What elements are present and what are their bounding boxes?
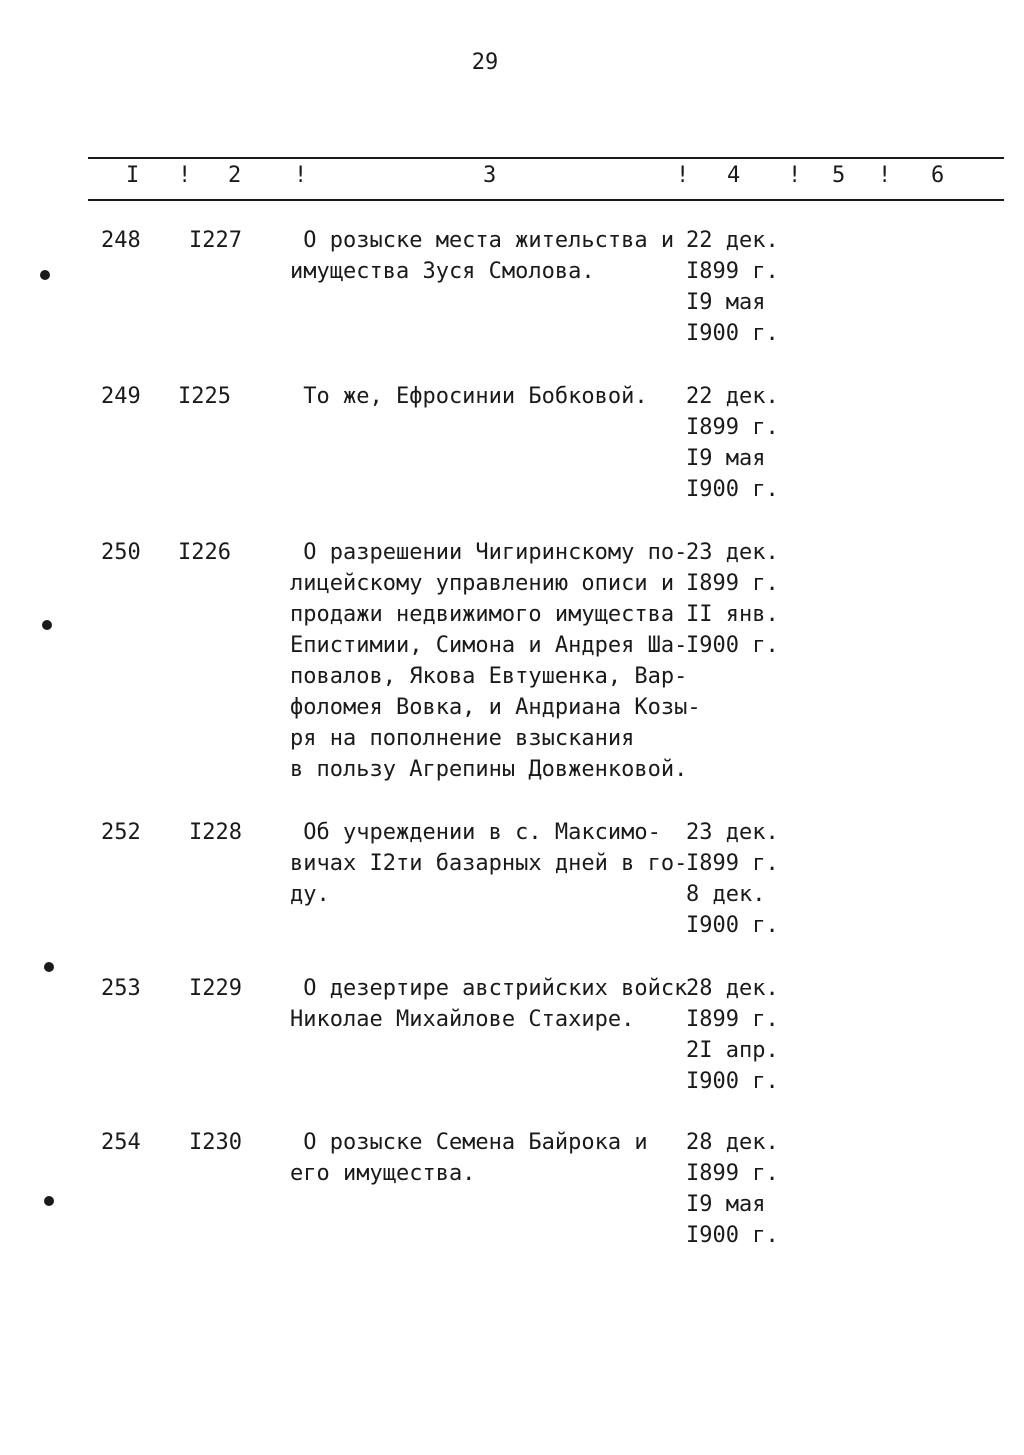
title-line: фоломея Вовка, и Андриана Козы-: [290, 695, 701, 720]
column-separator: !: [294, 163, 308, 188]
date-line: 28 дек.: [686, 1130, 779, 1155]
binding-hole-mark: [44, 962, 54, 972]
entry-title: [290, 381, 690, 412]
date-line: 28 дек.: [686, 976, 779, 1001]
entry-number: 254: [101, 1130, 141, 1155]
title-line: продажи недвижимого имущества: [290, 602, 675, 627]
date-line: I899 г.: [686, 259, 779, 284]
date-line: 8 дек.: [686, 882, 766, 907]
column-separator: !: [788, 163, 802, 188]
column-header-4: 4: [727, 163, 741, 188]
entry-number: 248: [101, 228, 141, 253]
table-rule-top: [88, 157, 1004, 159]
entry-dates: [686, 225, 779, 349]
entry-title: [290, 1127, 690, 1189]
binding-hole-mark: [42, 620, 52, 630]
date-line: 22 дек.: [686, 228, 779, 253]
title-line: вичах I2ти базарных дней в го-: [290, 851, 688, 876]
entry-dates: [686, 817, 779, 941]
date-line: II янв.: [686, 602, 779, 627]
entry-dates: [686, 973, 779, 1097]
column-header-2: 2: [228, 163, 242, 188]
date-line: 23 дек.: [686, 540, 779, 565]
date-line: I900 г.: [686, 1069, 779, 1094]
date-line: I900 г.: [686, 321, 779, 346]
column-header-5: 5: [832, 163, 846, 188]
title-line: ря на пополнение взыскания: [290, 726, 635, 751]
title-line: повалов, Якова Евтушенка, Вар-: [290, 664, 688, 689]
date-line: 22 дек.: [686, 384, 779, 409]
entry-number: 249: [101, 384, 141, 409]
title-line: О розыске Семена Байрока и: [290, 1130, 648, 1155]
entry-dates: [686, 537, 779, 661]
title-line: О разрешении Чигиринскому по-: [290, 540, 688, 565]
entry-reference: I225: [178, 384, 231, 409]
column-separator: !: [878, 163, 892, 188]
date-line: I9 мая: [686, 290, 766, 315]
entry-dates: [686, 381, 779, 505]
entry-number: 252: [101, 820, 141, 845]
column-header-6: 6: [931, 163, 945, 188]
entry-reference: I228: [189, 820, 242, 845]
date-line: I900 г.: [686, 913, 779, 938]
title-line: Епистимии, Симона и Андрея Ша-: [290, 633, 688, 658]
date-line: I900 г.: [686, 477, 779, 502]
title-line: в пользу Агрепины Довженковой.: [290, 757, 688, 782]
date-line: I899 г.: [686, 1161, 779, 1186]
date-line: I900 г.: [686, 633, 779, 658]
date-line: I900 г.: [686, 1223, 779, 1248]
entry-dates: [686, 1127, 779, 1251]
title-line: ду.: [290, 882, 330, 907]
column-header-3: 3: [483, 163, 497, 188]
title-line: Николае Михайлове Стахире.: [290, 1007, 635, 1032]
date-line: 2I апр.: [686, 1038, 779, 1063]
entry-reference: I230: [189, 1130, 242, 1155]
entry-number: 250: [101, 540, 141, 565]
entry-reference: I229: [189, 976, 242, 1001]
binding-hole-mark: [40, 270, 50, 280]
column-separator: !: [676, 163, 690, 188]
entry-title: [290, 225, 690, 287]
date-line: I899 г.: [686, 1007, 779, 1032]
date-line: I899 г.: [686, 851, 779, 876]
date-line: I9 мая: [686, 1192, 766, 1217]
title-line: То же, Ефросинии Бобковой.: [290, 384, 648, 409]
column-header-1: I: [126, 163, 140, 188]
date-line: I9 мая: [686, 446, 766, 471]
page-number: 29: [471, 50, 499, 75]
title-line: имущества Зуся Смолова.: [290, 259, 595, 284]
date-line: 23 дек.: [686, 820, 779, 845]
table-rule-bottom: [88, 199, 1004, 201]
table-header: [0, 163, 1024, 193]
title-line: лицейскому управлению описи и: [290, 571, 675, 596]
entry-reference: I226: [178, 540, 231, 565]
title-line: О дезертире австрийских войск: [290, 976, 688, 1001]
date-line: I899 г.: [686, 571, 779, 596]
entry-number: 253: [101, 976, 141, 1001]
title-line: Об учреждении в с. Максимо-: [290, 820, 661, 845]
column-separator: !: [178, 163, 192, 188]
entry-title: [290, 817, 690, 910]
title-line: О розыске места жительства и: [290, 228, 675, 253]
entry-title: [290, 973, 690, 1035]
binding-hole-mark: [44, 1196, 54, 1206]
entry-title: [290, 537, 701, 785]
date-line: I899 г.: [686, 415, 779, 440]
entry-reference: I227: [189, 228, 242, 253]
title-line: его имущества.: [290, 1161, 476, 1186]
